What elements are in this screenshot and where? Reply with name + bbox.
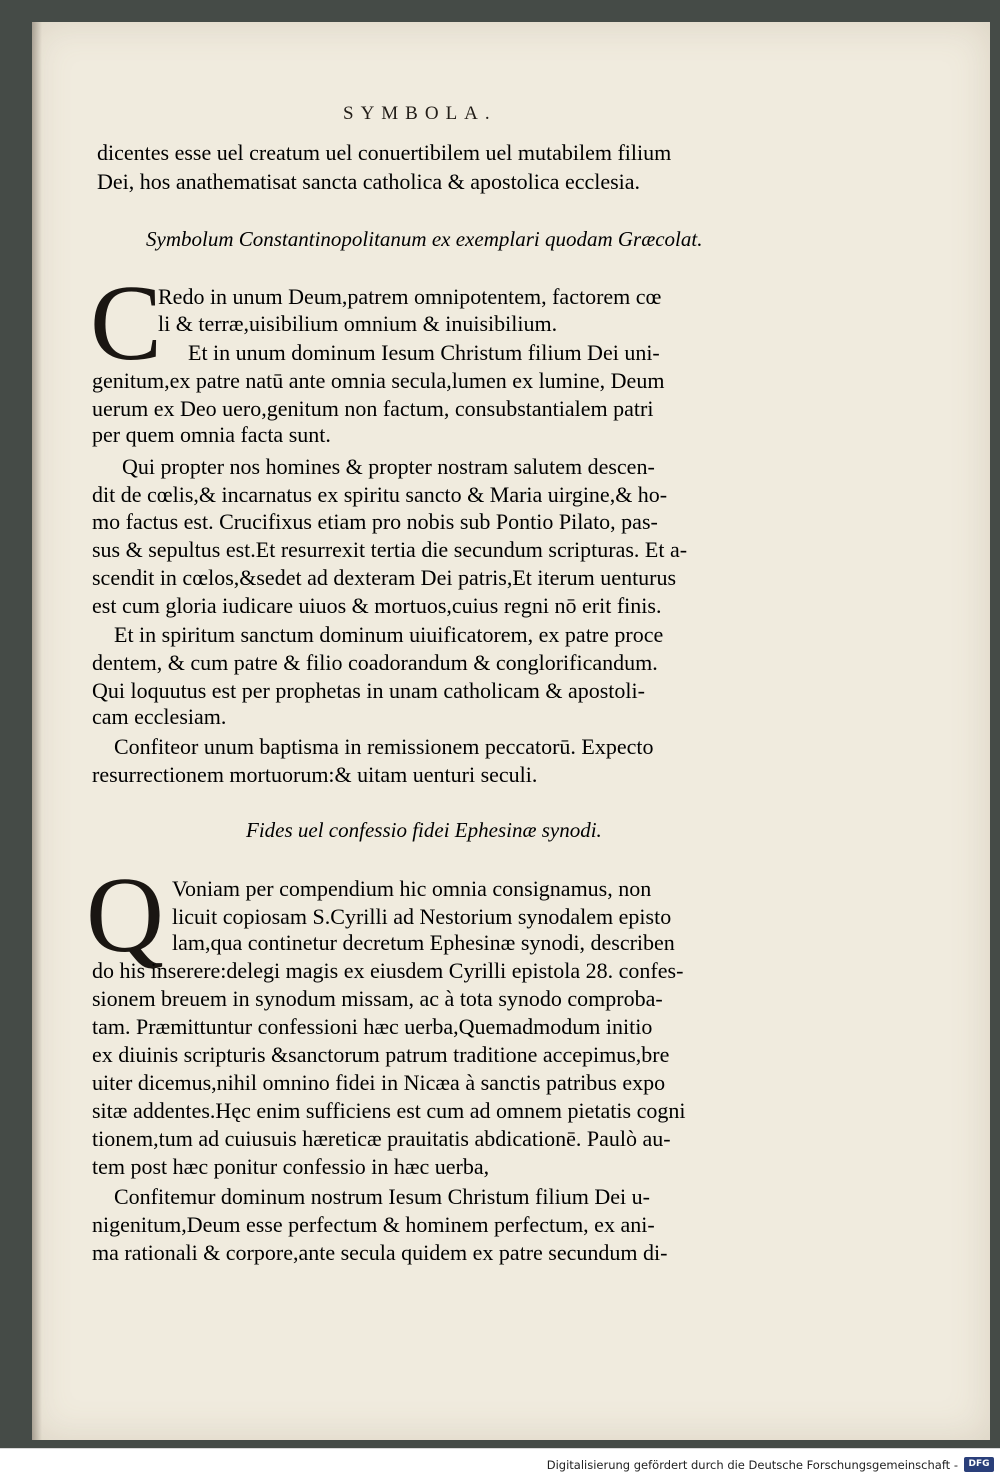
digitization-footer xyxy=(0,1448,1000,1481)
text-line: Qui propter nos homines & propter nostram salutem descen- xyxy=(122,454,655,479)
text-line: dit de cœlis,& incarnatus ex spiritu sancto & Maria uirgine,& ho- xyxy=(92,482,668,507)
drop-cap-initial: C xyxy=(90,264,163,383)
text-line: resurrectionem mortuorum:& uitam uenturi seculi. xyxy=(92,762,538,787)
text-line: genitum,ex patre natū ante omnia secula,lumen ex lumine, Deum xyxy=(92,368,665,393)
text-line: scendit in cœlos,&sedet ad dexteram Dei patris,Et iterum uenturus xyxy=(92,565,677,590)
dfg-logo: DFG xyxy=(964,1457,994,1472)
text-line: Redo in unum Deum,patrem omnipotentem, factorem cœ xyxy=(158,284,662,309)
page-gutter-shadow xyxy=(32,22,42,1440)
text-line: licuit copiosam S.Cyrilli ad Nestorium synodalem episto xyxy=(172,904,672,929)
text-line: sus & sepultus est.Et resurrexit tertia die secundum scripturas. Et a- xyxy=(92,537,688,562)
text-line: ex diuinis scripturis &sanctorum patrum traditione accepimus,bre xyxy=(92,1042,670,1067)
text-line: Qui loquutus est per prophetas in unam catholicam & apostoli- xyxy=(92,678,645,703)
text-line: ma rationali & corpore,ante secula quidem ex patre secundum di- xyxy=(92,1240,668,1265)
text-line: nigenitum,Deum esse perfectum & hominem perfectum, ex ani- xyxy=(92,1212,655,1237)
text-line: sitæ addentes.Hęc enim sufficiens est cum ad omnem pietatis cogni xyxy=(92,1098,686,1123)
text-line: dicentes esse uel creatum uel conuertibilem uel mutabilem filium xyxy=(97,140,672,165)
text-line: li & terræ,uisibilium omnium & inuisibilium. xyxy=(158,311,558,336)
footer-credit-text: Digitalisierung gefördert durch die Deutsche Forschungsgemeinschaft - xyxy=(546,1458,958,1472)
text-line: Confiteor unum baptisma in remissionem peccatorū. Expecto xyxy=(114,734,654,759)
running-head: SYMBOLA. xyxy=(343,103,497,124)
text-line: uiter dicemus,nihil omnino fidei in Nicæa à sanctis patribus expo xyxy=(92,1070,666,1095)
section-heading: Fides uel confessio fidei Ephesinæ synodi. xyxy=(246,818,602,842)
text-line: do his inserere:delegi magis ex eiusdem Cyrilli epistola 28. confes- xyxy=(92,958,684,983)
text-line: mo factus est. Crucifixus etiam pro nobis sub Pontio Pilato, pas- xyxy=(92,509,658,534)
text-line: Et in spiritum sanctum dominum uiuificatorem, ex patre proce xyxy=(114,622,664,647)
text-line: est cum gloria iudicare uiuos & mortuos,cuius regni nō erit finis. xyxy=(92,593,662,618)
text-line: Et in unum dominum Iesum Christum filium Dei uni- xyxy=(188,340,660,365)
text-line: tem post hæc ponitur confessio in hæc uerba, xyxy=(92,1154,490,1179)
text-line: Confitemur dominum nostrum Iesum Christum filium Dei u- xyxy=(114,1184,650,1209)
text-line: uerum ex Deo uero,genitum non factum, consubstantialem patri xyxy=(92,396,654,421)
drop-cap-initial: Q xyxy=(86,856,164,975)
section-heading: Symbolum Constantinopolitanum ex exemplari quodam Græcolat. xyxy=(146,227,703,251)
text-line: tam. Præmittuntur confessioni hæc uerba,Quemadmodum initio xyxy=(92,1014,653,1039)
text-line: dentem, & cum patre & filio coadorandum & conglorificandum. xyxy=(92,650,658,675)
text-line: tionem,tum ad cuiusuis hæreticæ prauitatis abdicationē. Paulò au- xyxy=(92,1126,671,1151)
text-line: cam ecclesiam. xyxy=(92,704,227,729)
text-line: sionem breuem in synodum missam, ac à tota synodo comproba- xyxy=(92,986,663,1011)
text-line: Dei, hos anathematisat sancta catholica & apostolica ecclesia. xyxy=(97,169,641,194)
text-line: lam,qua continetur decretum Ephesinæ synodi, describen xyxy=(172,930,675,955)
text-line: Voniam per compendium hic omnia consignamus, non xyxy=(172,876,652,901)
text-line: per quem omnia facta sunt. xyxy=(92,422,331,447)
